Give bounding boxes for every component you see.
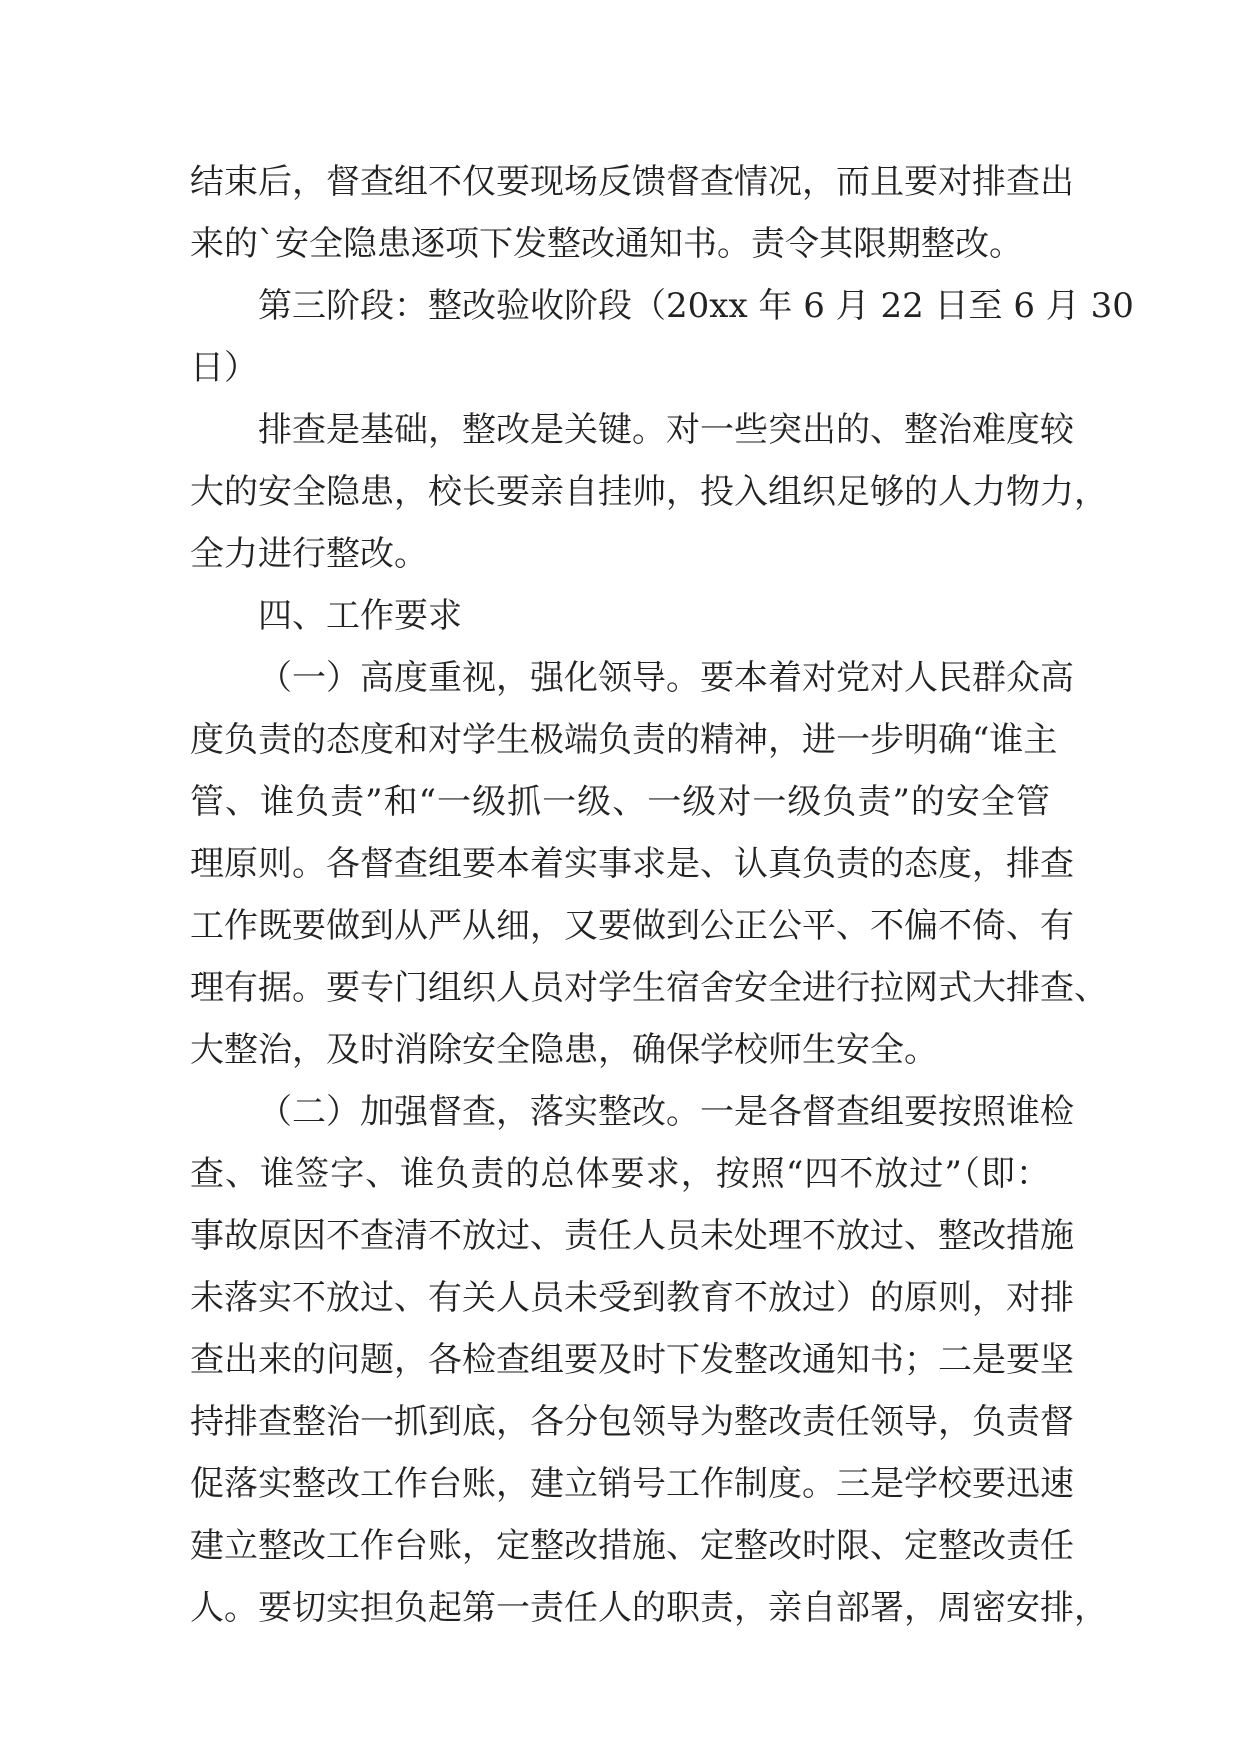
document-line: 日） <box>190 348 258 388</box>
document-line: 排查是基础，整改是关键。对一些突出的、整治难度较 <box>258 410 1074 450</box>
document-line: 事故原因不查清不放过、责任人员未处理不放过、整改措施 <box>190 1216 1074 1256</box>
document-line: 理有据。要专门组织人员对学生宿舍安全进行拉网式大排查、 <box>190 968 1108 1008</box>
document-line: 查、谁签字、谁负责的总体要求，按照“四不放过”（即： <box>190 1154 1050 1194</box>
document-line: （一）高度重视，强化领导。要本着对党对人民群众高 <box>258 658 1074 698</box>
document-line: 持排查整治一抓到底，各分包领导为整改责任领导，负责督 <box>190 1402 1074 1442</box>
document-line: 全力进行整改。 <box>190 534 428 574</box>
document-line: 促落实整改工作台账，建立销号工作制度。三是学校要迅速 <box>190 1464 1074 1504</box>
document-line: 大的安全隐患，校长要亲自挂帅，投入组织足够的人力物力， <box>190 472 1108 512</box>
document-line: 第三阶段：整改验收阶段（20xx 年 6 月 22 日至 6 月 30 <box>258 286 1134 326</box>
document-line: 四、工作要求 <box>258 596 462 636</box>
document-line: 管、谁负责”和“一级抓一级、一级对一级负责”的安全管 <box>190 782 1050 822</box>
document-line: 大整治，及时消除安全隐患，确保学校师生安全。 <box>190 1030 938 1070</box>
document-line: 建立整改工作台账，定整改措施、定整改时限、定整改责任 <box>190 1526 1074 1566</box>
document-line: 查出来的问题，各检查组要及时下发整改通知书；二是要坚 <box>190 1340 1074 1380</box>
document-body <box>190 151 1134 1639</box>
document-line: 度负责的态度和对学生极端负责的精神，进一步明确“谁主 <box>190 720 1058 760</box>
document-line: 工作既要做到从严从细，又要做到公正公平、不偏不倚、有 <box>190 906 1074 946</box>
document-line: 来的`安全隐患逐项下发整改通知书。责令其限期整改。 <box>190 224 1023 264</box>
document-line: 理原则。各督查组要本着实事求是、认真负责的态度，排查 <box>190 844 1074 884</box>
document-line: 未落实不放过、有关人员未受到教育不放过）的原则，对排 <box>190 1278 1074 1318</box>
document-line: 结束后，督查组不仅要现场反馈督查情况，而且要对排查出 <box>190 162 1074 202</box>
document-line: （二）加强督查，落实整改。一是各督查组要按照谁检 <box>258 1092 1074 1132</box>
document-line: 人。要切实担负起第一责任人的职责，亲自部署，周密安排， <box>190 1588 1108 1628</box>
